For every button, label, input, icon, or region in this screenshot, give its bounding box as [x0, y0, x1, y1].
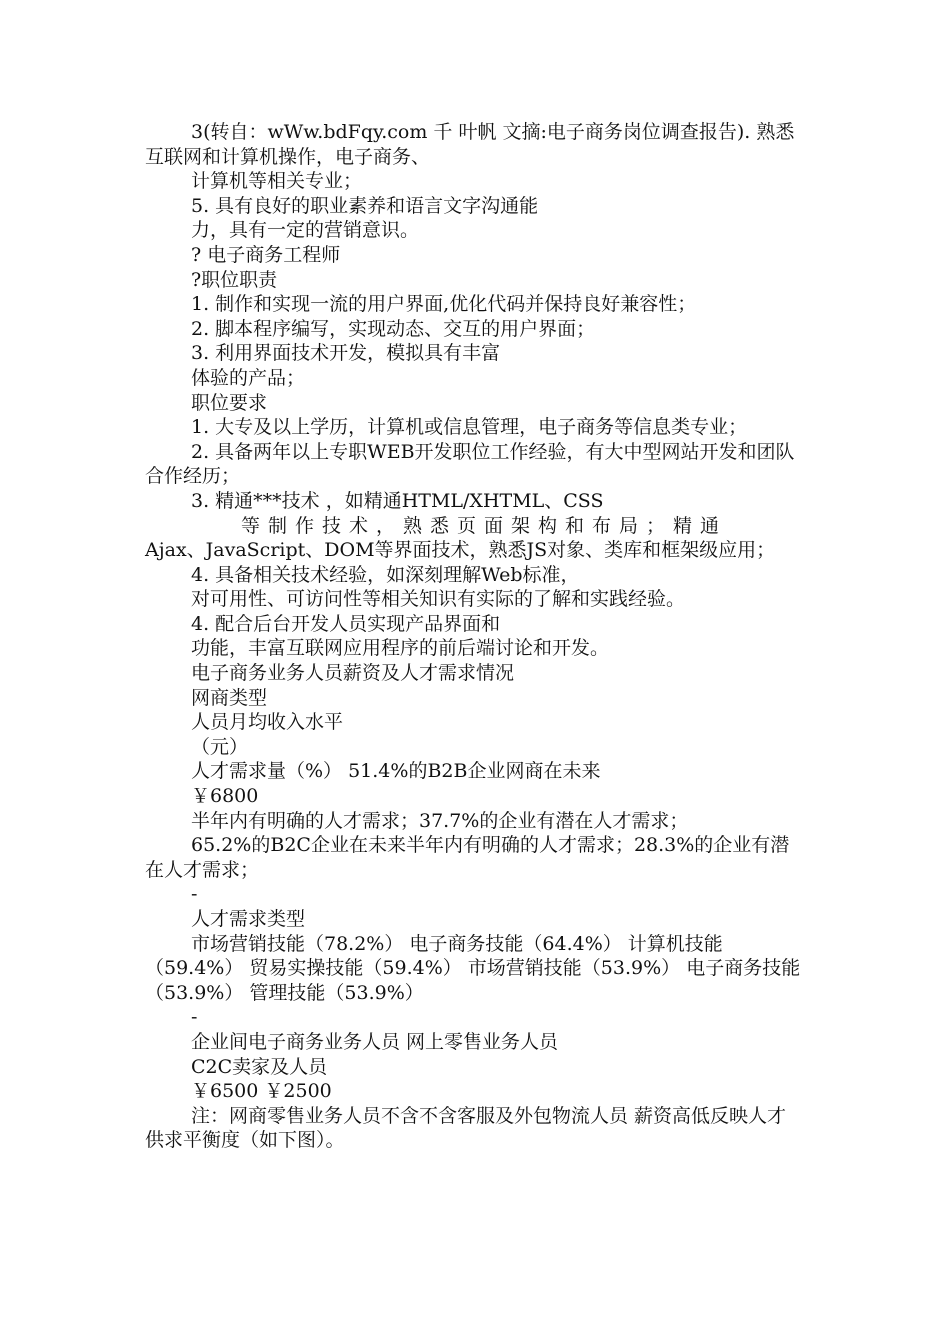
table-cell: 人员月均收入水平: [191, 711, 344, 734]
list-item: 1. 制作和实现一流的用户界面,优化代码并保持良好兼容性；: [191, 293, 697, 316]
text-line: Ajax、JavaScript、DOM等界面技术，熟悉JS对象、类库和框架级应用；: [145, 539, 776, 562]
text-line: 对可用性、可访问性等相关知识有实际的了解和实践经验。: [191, 588, 686, 611]
list-item: 1. 大专及以上学历，计算机或信息管理，电子商务等信息类专业；: [191, 416, 748, 439]
list-item: 4. 具备相关技术经验，如深刻理解Web标准，: [191, 563, 580, 586]
table-cell: ￥6800: [191, 785, 259, 808]
subsection-heading: ?职位职责: [191, 268, 278, 291]
paragraph-intro: 3(转自：wWw.bdFqy.com 千 叶帆 文摘:电子商务岗位调查报告). 熟悉互联网和计算机操作，电子商务、: [145, 121, 795, 168]
section-heading: ? 电子商务工程师: [191, 243, 341, 266]
text-line-spaced: 等制作技术，熟悉页面架构和布局；精通: [241, 514, 728, 537]
text-line: 计算机等相关专业；: [191, 170, 363, 193]
table-cell: （元）: [191, 735, 249, 758]
list-item: 3. 精通***技术 ，如精通HTML/XHTML、CSS: [191, 489, 604, 512]
subsection-heading: 职位要求: [191, 391, 268, 414]
table-cell: 65.2%的B2C企业在未来半年内有明确的人才需求；28.3%的企业有潜在人才需求；: [145, 834, 790, 881]
text-line: 力，具有一定的营销意识。: [191, 219, 420, 242]
text-line: 功能，丰富互联网应用程序的前后端讨论和开发。: [191, 637, 610, 660]
table-cell: -: [191, 883, 198, 906]
text-line: 5. 具有良好的职业素养和语言文字沟通能: [191, 194, 539, 217]
table-cell: -: [191, 1006, 198, 1029]
list-item: 2. 脚本程序编写，实现动态、交互的用户界面；: [191, 317, 596, 340]
list-item: 3. 利用界面技术开发，模拟具有丰富: [191, 342, 501, 365]
table-cell: 市场营销技能（78.2%） 电子商务技能（64.4%） 计算机技能（59.4%） 贸易实操技能（59.4%） 市场营销技能（53.9%） 电子商务技能（53.9%） 管理技能（53.9%）: [145, 932, 801, 1004]
table-cell: ￥6500 ￥2500: [191, 1080, 332, 1103]
note-paragraph: 注：网商零售业务人员不含不含客服及外包物流人员 薪资高低反映人才供求平衡度（如下图）。: [145, 1104, 787, 1152]
text-line: 体验的产品；: [191, 366, 306, 389]
table-cell: 网商类型: [191, 686, 268, 709]
section-heading: 电子商务业务人员薪资及人才需求情况: [191, 662, 515, 685]
table-cell: 企业间电子商务业务人员 网上零售业务人员: [191, 1030, 559, 1053]
table-cell: 人才需求量（%） 51.4%的B2B企业网商在未来: [191, 760, 601, 783]
list-item: 2. 具备两年以上专职WEB开发职位工作经验，有大中型网站开发和团队合作经历；: [145, 440, 795, 488]
list-item: 4. 配合后台开发人员实现产品界面和: [191, 612, 501, 635]
table-cell: 人才需求类型: [191, 908, 306, 930]
table-cell: 半年内有明确的人才需求；37.7%的企业有潜在人才需求；: [191, 809, 689, 832]
document-page: [145, 120, 805, 1153]
table-cell: C2C卖家及人员: [191, 1055, 328, 1078]
